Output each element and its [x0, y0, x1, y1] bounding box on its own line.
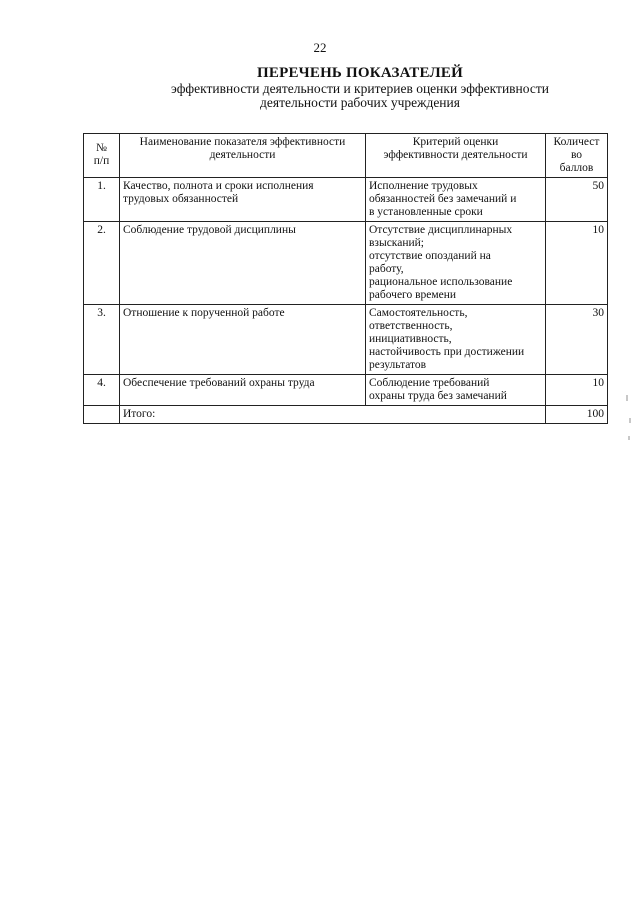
points-cell: 30 [546, 305, 608, 375]
criteria-line: взысканий; [369, 237, 424, 249]
document-subtitle-line-1: эффективности деятельности и критериев оценки эффективности [171, 81, 549, 96]
criteria-line: рабочего времени [369, 289, 457, 301]
row-number: 4. [84, 375, 120, 406]
scan-artifact [629, 418, 631, 423]
header-points-line: баллов [559, 162, 594, 174]
indicator-name-line: Обеспечение требований охраны труда [123, 377, 315, 389]
table-total-row [84, 406, 608, 424]
indicator-name-line: Отношение к порученной работе [123, 307, 285, 319]
criteria-line: инициативность, [369, 333, 452, 345]
criteria-line: Самостоятельность, [369, 307, 468, 319]
page-number: 22 [313, 40, 327, 55]
criteria-line: рациональное использование [369, 276, 513, 288]
scan-artifact [628, 436, 630, 440]
header-criteria [366, 134, 546, 178]
header-criteria-line: Критерий оценки [412, 136, 499, 148]
criteria-cell [366, 178, 546, 222]
indicator-name [120, 222, 366, 305]
criteria-line: Исполнение трудовых [369, 180, 478, 192]
indicator-name [120, 375, 366, 406]
criteria-line: результатов [369, 359, 427, 371]
header-criteria-line: эффективности деятельности [383, 149, 528, 161]
indicators-table [83, 133, 608, 424]
indicator-name-line: трудовых обязанностей [123, 193, 239, 205]
criteria-line: Соблюдение требований [369, 377, 490, 389]
points-cell: 10 [546, 375, 608, 406]
document-title: ПЕРЕЧЕНЬ ПОКАЗАТЕЛЕЙ [257, 65, 463, 81]
indicator-name [120, 178, 366, 222]
header-num-line: п/п [93, 155, 110, 167]
criteria-line: в установленные сроки [369, 206, 483, 218]
criteria-line: ответственность, [369, 320, 453, 332]
header-points [546, 134, 608, 178]
criteria-line: охраны труда без замечаний [369, 390, 507, 402]
table-row [84, 178, 608, 222]
header-points-line: во [570, 149, 583, 161]
header-num-line: № [96, 142, 107, 154]
title-block [100, 64, 620, 110]
total-empty-cell [84, 406, 120, 424]
criteria-line: настойчивость при достижении [369, 346, 525, 358]
points-cell: 10 [546, 222, 608, 305]
total-points: 100 [546, 406, 608, 424]
header-indicator-name [120, 134, 366, 178]
criteria-line: работу, [369, 263, 404, 275]
row-number: 1. [84, 178, 120, 222]
criteria-cell [366, 222, 546, 305]
table-row [84, 305, 608, 375]
table-row [84, 375, 608, 406]
criteria-line: Отсутствие дисциплинарных [369, 224, 513, 236]
points-cell: 50 [546, 178, 608, 222]
total-label: Итого: [120, 406, 546, 424]
header-indicator-name-line: деятельности [209, 149, 276, 161]
indicator-name [120, 305, 366, 375]
row-number: 2. [84, 222, 120, 305]
criteria-line: обязанностей без замечаний и [369, 193, 517, 205]
table-row [84, 222, 608, 305]
criteria-cell [366, 305, 546, 375]
criteria-line: отсутствие опозданий на [369, 250, 491, 262]
indicator-name-line: Качество, полнота и сроки исполнения [123, 180, 314, 192]
row-number: 3. [84, 305, 120, 375]
criteria-cell [366, 375, 546, 406]
header-num [84, 134, 120, 178]
indicator-name-line: Соблюдение трудовой дисциплины [123, 224, 296, 236]
scan-artifact [626, 395, 628, 401]
header-points-line: Количест [553, 136, 600, 148]
table-header-row [84, 134, 608, 178]
header-indicator-name-line: Наименование показателя эффективности [139, 136, 346, 148]
document-subtitle-line-2: деятельности рабочих учреждения [260, 95, 460, 110]
